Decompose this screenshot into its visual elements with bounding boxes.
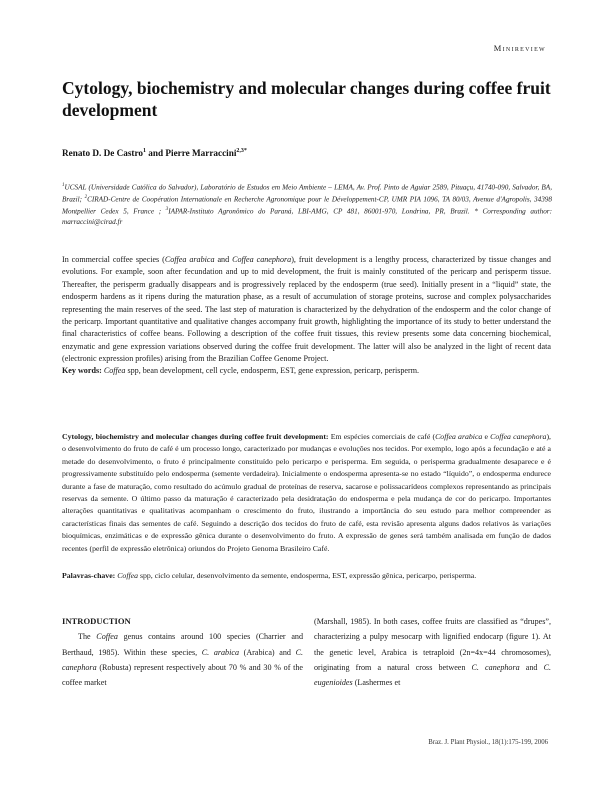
species-name: Coffea: [117, 571, 139, 580]
intro-text: and: [519, 662, 544, 672]
species-name: C. canephora: [471, 662, 520, 672]
author-1: Renato D. De Castro: [62, 148, 143, 159]
palavras-text: spp, ciclo celular, desenvolvimento da semente, endosperma, EST, expressão gênica, pericarpo, perisperma.: [138, 571, 477, 580]
resumo-text: e: [482, 432, 491, 441]
article-title: Cytology, biochemistry and molecular changes during coffee fruit development: [62, 78, 551, 120]
affil-1-sup: 1: [62, 183, 65, 188]
intro-text: (Arabica) and: [239, 647, 296, 657]
species-name: C. canephora: [62, 647, 304, 672]
abstract-text: ), fruit development is a lengthy process, characterized by tissue changes and evolutions. For example, soon after fecundation and up to mid development, the fruit is mainly constituted of the pericarp and perisperm tissue. Thereafter, the perisperm gradually disappears and is progressively replaced by the endosperm (true seed). Initially present in a “liquid” state, the endosperm hardens as it ripens during the maturation phase, as a result of accumulation of storage proteins, sucrose and complex polysaccharides representing the main reserves of the seed. The last step of maturation is characterized by the dehydration of the endosperm and the color change of the pericarp. Important quantitative and qualitative changes accompany fruit growth, highlighting the importance of its study to better understand the final characteristics of coffee beans. Following a description of the coffee fruit tissues, this review presents some data concerning biochemical, enzymatic and gene expression variations observed during the coffee fruit development. The latter will also be analyzed in the light of recent data (electronic expression profiles) arising from the Brazilian Coffee Genome Project.: [62, 255, 551, 364]
affil-2-sup: 2: [84, 194, 88, 200]
resumo-text: Em espécies comerciais de café (: [328, 432, 436, 441]
species-name: Coffea arabica: [164, 255, 215, 264]
affil-3: IAPAR-Instituto Agronômico do Paraná, LBI-AMG, CP 481, 86001-970, Londrina, PR, Brazil. * Corresponding author: marraccini@cirad.fr: [62, 207, 552, 226]
author-1-sup: 1: [142, 148, 146, 154]
authors: [62, 148, 247, 158]
intro-text: genus contains around 100 species (Charrier and Berthaud, 1985). Within these species,: [62, 632, 304, 657]
keywords-label: Key words:: [62, 366, 102, 375]
resumo-text: ), o desenvolvimento do fruto de café é um processo longo, caracterizado por mudanças e evoluções nos tecidos. Por exemplo, logo após a fecundação e até a metade do desenvolvimento, o fruto é principalmente constituído pelo pericarpo e perisperma. Em seguida, o perisperma gradualmente desaparece e é progressivamente substituído pelo endosperma (semente verdadeira). Inicialmente o endosperma apresenta-se no estado “líquido”, o endosperma endurece durante a fase de maturação, como resultado do acúmulo gradual de proteínas de reserva, sacarose e polissacarídeos complexos representando as principais reservas da semente. O último passo da maturação é caracterizado pela desidratação do endosperma e pela mudança de cor do pericarpo. Importantes alterações quantitativas e qualitativas acompanham o crescimento do fruto, ilustrando a importância do seu estudo para melhor compreender as características finais das sementes de café. Seguindo a descrição dos tecidos do fruto de café, esta revisão apresenta alguns dados relativos às variações bioquímicas, enzimáticas e de expressão gênica durante o desenvolvimento do fruto. A expressão de genes será também analisada em função de dados recentes (perfil de expressão eletrônica) oriundos do Projeto Genoma Brasileiro Café.: [62, 432, 551, 553]
species-name: Coffea: [103, 366, 126, 375]
author-2-sup: 2,3*: [236, 148, 247, 154]
intro-text: The: [78, 632, 97, 642]
affil-3-sup: 3: [165, 206, 169, 212]
affiliations: [62, 181, 552, 228]
running-head: Minireview: [493, 43, 546, 53]
resumo: [62, 431, 551, 555]
intro-text: (Marshall, 1985). In both cases, coffee fruits are classified as “drupes”, characterizing a pulpy mesocarp with lignified endocarp (figure 1). At the genetic level, Arabica is tetraploid (2n=4x=44 chromosomes), originating from a natural cross between: [314, 617, 551, 672]
species-name: C. eugenioides: [314, 662, 551, 688]
affil-1: UCSAL (Universidade Católica do Salvador), Laboratório de Estudos em Meio Ambiente – LEMA, Av. Prof. Pinto de Aguiar 2589, Pituaçu, 41740-090, Salvador, BA, Brazil;: [62, 183, 552, 204]
palavras-chave: [62, 570, 551, 582]
author-2: Pierre Marraccini: [165, 148, 237, 159]
author-join: and: [145, 148, 166, 159]
intro-column-right: [314, 614, 551, 690]
affil-2: CIRAD-Centre de Coopération Internationale en Recherche Agronomique pour le Développement-CP, UMR PIA 1096, TA 80/03, Avenue d'Agropolis, 34398 Montpellier Cedex 5, France ;: [62, 195, 552, 216]
abstract-text: and: [214, 255, 233, 264]
keywords: [62, 365, 551, 377]
species-name: Coffea canephora: [232, 255, 292, 264]
abstract: [62, 254, 551, 366]
resumo-heading: Cytology, biochemistry and molecular changes during coffee fruit development:: [62, 432, 329, 441]
journal-footer: Braz. J. Plant Physiol., 18(1):175-199, 2006: [428, 739, 548, 746]
species-name: Coffea canephora: [490, 432, 547, 441]
abstract-text: In commercial coffee species (: [62, 255, 165, 264]
species-name: Coffea arabica: [435, 432, 483, 441]
species-name: Coffea: [96, 632, 118, 642]
intro-text: (Lashermes et: [352, 678, 401, 688]
species-name: C. arabica: [201, 647, 239, 657]
palavras-label: Palavras-chave:: [62, 571, 116, 580]
keywords-text: spp, bean development, cell cycle, endosperm, EST, gene expression, pericarp, perisperm.: [125, 366, 420, 375]
intro-text: (Robusta) represent respectively about 70 % and 30 % of the coffee market: [62, 662, 303, 688]
intro-heading: INTRODUCTION: [62, 616, 131, 626]
intro-column-left: [62, 614, 303, 690]
